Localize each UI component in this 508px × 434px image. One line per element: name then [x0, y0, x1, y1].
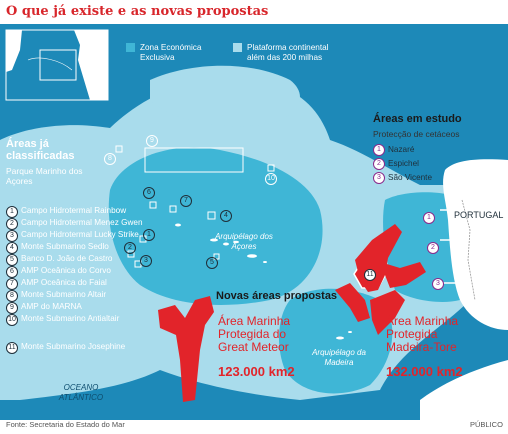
great-meteor-area-value: 123.000 km2: [218, 364, 295, 379]
classified-number-6: 6: [6, 266, 18, 278]
classified-label-1: Campo Hidrotermal Rainbow: [21, 206, 127, 215]
classified-number-2: 2: [6, 218, 18, 230]
footer-source: Fonte: Secretaria do Estado do Mar: [6, 420, 125, 429]
map-marker-9: 9: [146, 135, 158, 147]
madeira-tore-line3: Madeira-Tore: [386, 340, 457, 354]
classified-label-3: Campo Hidrotermal Lucky Strike: [21, 230, 139, 239]
study-marker-1: 1: [423, 212, 435, 224]
study-heading: Áreas em estudo: [373, 113, 462, 125]
great-meteor-line3: Great Meteor: [218, 340, 289, 354]
footer-credit: PÚBLICO: [470, 420, 503, 429]
map-marker-5: 5: [206, 257, 218, 269]
legend-zee-swatch: [126, 43, 135, 52]
classified-label-10: Monte Submarino Antialtair: [21, 314, 120, 323]
map-marker-3: 3: [140, 255, 152, 267]
classified-label-7: AMP Oceânica do Faial: [21, 278, 107, 287]
classified-number-5: 5: [6, 254, 18, 266]
madeira-tore-line1: Área Marinha: [386, 314, 459, 328]
map-marker-8: 8: [104, 153, 116, 165]
label-portugal: PORTUGAL: [454, 210, 504, 220]
study-number-3: 3: [373, 172, 385, 184]
study-number-2: 2: [373, 158, 385, 170]
classified-label-6: AMP Oceânica do Corvo: [21, 266, 111, 275]
great-meteor-line2: Protegida do: [218, 327, 287, 341]
classified-number-3: 3: [6, 230, 18, 242]
legend-plataforma-swatch: [233, 43, 242, 52]
classified-label-4: Monte Submarino Sedlo: [21, 242, 109, 251]
map-marker-6: 6: [143, 187, 155, 199]
map-marker-2: 2: [124, 242, 136, 254]
map-marker-11: 11: [364, 269, 376, 281]
classified-label-2: Campo Hidrotermal Menez Gwen: [21, 218, 143, 227]
madeira-tore-area-value: 132.000 km2: [386, 364, 463, 379]
classified-number-8: 8: [6, 290, 18, 302]
study-number-1: 1: [373, 144, 385, 156]
map-marker-7: 7: [180, 195, 192, 207]
legend-plataforma-label: Plataforma continental além das 200 milhas: [247, 43, 329, 62]
map-marker-1: 1: [143, 229, 155, 241]
study-label-2: Espichel: [388, 159, 419, 168]
classified-label-11: Monte Submarino Josephine: [21, 342, 126, 351]
study-marker-3: 3: [432, 278, 444, 290]
classified-subheading: Parque Marinho dos Açores: [6, 166, 83, 186]
classified-number-1: 1: [6, 206, 18, 218]
study-marker-2: 2: [427, 242, 439, 254]
map-marker-4: 4: [220, 210, 232, 222]
classified-number-11: 11: [6, 342, 18, 354]
label-oceano: OCEANO ATLÂNTICO: [58, 383, 104, 402]
classified-label-8: Monte Submarino Altair: [21, 290, 107, 299]
madeira-tore-line2: Protegida: [386, 327, 438, 341]
classified-number-9: 9: [6, 302, 18, 314]
classified-number-4: 4: [6, 242, 18, 254]
label-madeira: Arquipélago da Madeira: [312, 348, 366, 367]
classified-label-5: Banco D. João de Castro: [21, 254, 113, 263]
great-meteor-line1: Área Marinha: [218, 314, 291, 328]
classified-heading: Áreas já classificadas: [6, 138, 75, 162]
classified-label-9: AMP do MARNA: [21, 302, 82, 311]
page-title: O que já existe e as novas propostas: [6, 4, 269, 19]
map-marker-10: 10: [265, 173, 277, 185]
label-acores: Arquipélago dos Açores: [215, 232, 273, 251]
classified-number-7: 7: [6, 278, 18, 290]
classified-number-10: 10: [6, 314, 18, 326]
legend-zee-label: Zona Económica Exclusiva: [140, 43, 202, 62]
proposals-heading: Novas áreas propostas: [216, 290, 338, 302]
study-subheading: Protecção de cetáceos: [373, 129, 460, 139]
study-label-1: Nazaré: [388, 145, 415, 154]
study-label-3: São Vicente: [388, 173, 433, 182]
